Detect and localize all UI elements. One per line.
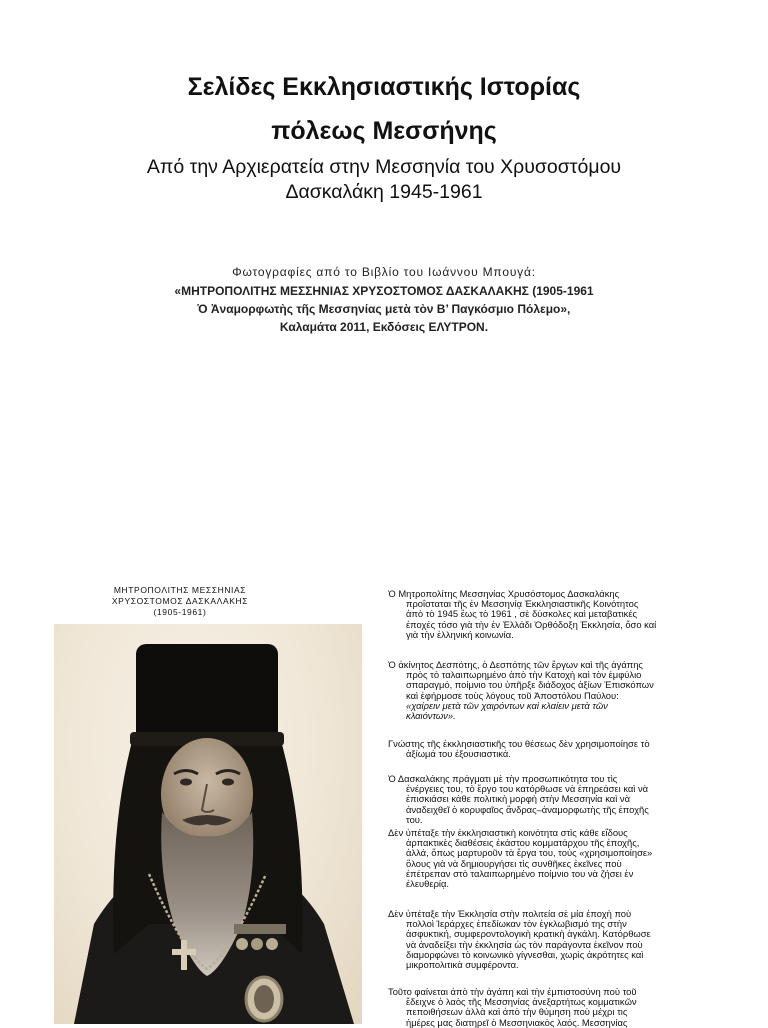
- paragraph-line: Γνώστης τῆς ἐκκλησιαστικῆς του θέσεως δὲν χρησιμοποίησε τὸ: [388, 738, 650, 749]
- book-title-line-1: «ΜΗΤΡΟΠΟΛΙΤΗΣ ΜΕΣΣΗΝΙΑΣ ΧΡΥΣΟΣΤΟΜΟΣ ΔΑΣΚΑΛΑΚΗΣ (1905-1961: [174, 284, 594, 298]
- paragraph-line: ἀλλά, ὅπως μαρτυροῦν τὰ ἔργα του, τούς «χρησιμοποίησε»: [406, 847, 653, 859]
- metropolitan-portrait-photo: [54, 624, 362, 1024]
- book-title-line-2: Ὁ Ἀναμορφωτὴς τῆς Μεσσηνίας μετὰ τὸν Β’ Παγκόσμιο Πόλεμο»,: [197, 302, 571, 316]
- paragraph-line: Δὲν ὑπέταξε τὴν Ἐκκλησία στὴν πολιτεία σὲ μία ἐποχὴ ποὺ: [388, 908, 632, 919]
- document-title-line-2: πόλεως Μεσσήνης: [271, 117, 497, 145]
- paragraph-line: Δὲν ὑπέταξε τὴν ἐκκλησιαστικὴ κοινότητα στὶς κάθε εἴδους: [388, 827, 628, 838]
- paragraph-line: ἀξίωμά του ἐξουσιαστικά.: [406, 748, 511, 760]
- photo-caption-line-3: (1905-1961): [153, 607, 207, 617]
- document-subtitle-line-2: Δασκαλάκη 1945-1961: [285, 181, 483, 203]
- paragraph-line: πρὸς τὸ ταλαιπωρημένο ἀπὸ τὴν Κατοχὴ καὶ τὸν ἐμφύλιο: [406, 669, 642, 681]
- paragraph-line: ὅλους γιὰ νὰ δημιουργήσει τὶς συνθῆκες ἐκεῖνες ποὺ: [406, 857, 622, 869]
- paragraph-2: [388, 660, 708, 721]
- document-subtitle-line-1: Από την Αρχιερατεία στην Μεσσηνία του Χρυσοστόμου: [146, 156, 622, 178]
- paragraph-line: νὰ ἀναδείξει τὴν ἐκκλησία ὡς τὸν παράγοντα ἐκεῖνον ποὺ: [406, 938, 643, 950]
- paragraph-line: προΐσταται τῆς ἐν Μεσσηνίᾳ Ἐκκλησιαστικῆς Κοινότητος: [406, 598, 639, 610]
- paragraph-line: καὶ ἐφήρμοσε τοὺς λόγους τοῦ Ἀποστόλου Παύλου:: [406, 689, 619, 701]
- paragraph-line: Ὁ Δασκαλάκης πράγματι μὲ τὴν προσωπικότητα του τὶς: [388, 773, 618, 784]
- portrait-illustration: [54, 624, 362, 1024]
- quote-line: κλαιόντων».: [406, 710, 456, 722]
- paragraph-line: ἐπισκιάσει κάθε πολιτικὴ μορφὴ στὴν Μεσσηνία καὶ νὰ: [406, 793, 630, 805]
- paragraph-line: ἁρπακτικὲς διαθέσεις ἑκάστου κομματάρχου τῆς ἐποχῆς,: [406, 837, 640, 849]
- paragraph-3: [388, 739, 708, 759]
- document-title-line-1: Σελίδες Εκκλησιαστικής Ιστορίας: [187, 73, 581, 101]
- paragraph-line: του.: [406, 813, 423, 825]
- photo-caption-line-2: ΧΡΥΣΟΣΤΟΜΟΣ ΔΑΣΚΑΛΑΚΗΣ: [111, 596, 249, 606]
- paragraph-line: ἐλευθερίᾳ.: [406, 878, 450, 890]
- paragraph-line: ἀναδειχθεῖ ὁ κορυφαῖος ἄνδρας–ἀναμορφωτὴς τῆς ἐποχῆς: [406, 803, 649, 815]
- paragraph-line: Ὁ ἀκίνητος Δεσπότης, ὁ Δεσπότης τῶν ἔργων καὶ τῆς ἀγάπης: [388, 659, 643, 670]
- paragraph-6: [388, 909, 708, 970]
- paragraph-line: Ὁ Μητροπολίτης Μεσσηνίας Χρυσόστομος Δασκαλάκης: [388, 588, 620, 599]
- book-publication-info: Καλαμάτα 2011, Εκδόσεις ΕΛΥΤΡΟΝ.: [279, 320, 489, 334]
- paragraph-line: γιὰ τὴν ἑλληνική κοινωνία.: [406, 628, 514, 640]
- paragraph-line: ἐπέτρεπαν στὸ ταλαιπωρημένο ποίμνιο του νὰ ζήσει ἐν: [406, 867, 634, 879]
- paragraph-line: ἔδειχνε ὁ λαὸς τῆς Μεσσηνίας ἀνεξαρτήτως κομματικῶν: [406, 996, 637, 1008]
- paragraph-line: ἐποχές τόσο γιὰ τὴν ἐν Ἑλλάδι Ὀρθόδοξη Ἐκκλησία, ὅσο καί: [406, 618, 657, 630]
- paragraph-4: [388, 774, 708, 825]
- photo-source-intro: Φωτογραφίες από το Βιβλίο του Ιωάννου Μπουγά:: [232, 265, 536, 279]
- quote-line: «χαίρειν μετὰ τῶν χαιρόντων καὶ κλαίειν μετὰ τῶν: [406, 699, 608, 711]
- paragraph-5: [388, 828, 708, 889]
- paragraph-line: ἐνέργειες του, τὸ ἔργο του κατόρθωσε νὰ ἐπηρεάσει καὶ νὰ: [406, 783, 649, 795]
- paragraph-line: ἀσφυκτική, συμφεροντολογικὴ κρατικὴ ἀγκάλη. Κατόρθωσε: [406, 928, 651, 940]
- paragraph-1: [388, 589, 708, 640]
- paragraph-line: ἡμέρες μας διατηρεῖ ὁ Μεσσηνιακὸς λαός. Μεσσηνίας: [406, 1016, 628, 1028]
- paragraph-line: ἀπὸ τὸ 1945 ἕως τὸ 1961 , σὲ δύσκολες καὶ μεταβατικές: [406, 608, 638, 620]
- paragraph-line: πολλοὶ Ἱεράρχες ἐπεδίωκαν τὸν ἐγκλωβισμό της στὴν: [406, 918, 627, 930]
- paragraph-7: [388, 987, 708, 1028]
- paragraph-line: διαμορφώνει τὸ κοινωνικὸ γίγνεσθαι, χωρὶς ἀκρότητες καὶ: [406, 948, 644, 960]
- paragraph-line: πεποιθήσεων ἀλλὰ καὶ ἀπὸ τὴν θύμηση ποὺ μέχρι τις: [406, 1006, 628, 1018]
- paragraph-line: σπαραγμό, ποίμνιο του ὑπῆρξε διάδοχος ἀξίων Ἐπισκόπων: [406, 679, 654, 691]
- paragraph-line: μικροπολιτικὰ συμφέροντα.: [406, 959, 519, 971]
- paragraph-line: Τοῦτο φαίνεται ἀπὸ τὴν ἀγάπη καὶ τὴν ἐμπιστοσύνη ποὺ τοῦ: [388, 986, 637, 997]
- photo-caption-line-1: ΜΗΤΡΟΠΟΛΙΤΗΣ ΜΕΣΣΗΝΙΑΣ: [113, 585, 247, 595]
